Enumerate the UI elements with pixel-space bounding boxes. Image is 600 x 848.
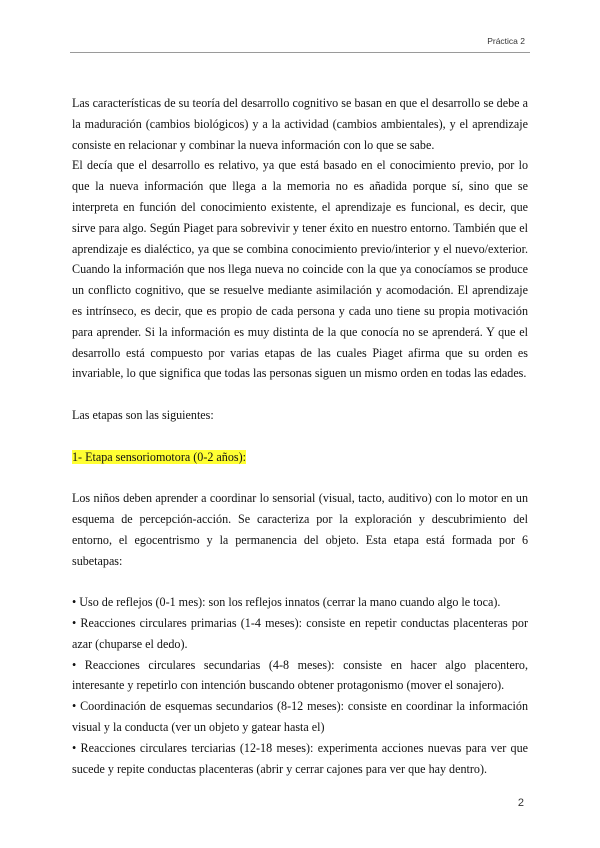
paragraph-development-relative: El decía que el desarrollo es relativo, ya que está basado en el conocimiento previo, por lo que la nueva información que llega a la memoria no es añadida porque sí, sino que se interpreta en función del conocimiento existente, el aprendizaje es funcional, es decir, que sirve para algo. Según Piaget para sobrevivir y tener éxito en nuestro entorno. También que el aprendizaje es dialéctico, ya que se combina conocimiento previo/interior y el nuevo/exterior. Cuando la información que nos llega nueva no coincide con la que ya conocíamos se produce un conflicto cognitivo, que se resuelve mediante asimilación y acomodación. El aprendizaje es intrínseco, es decir, que es propio de cada persona y cada uno tiene su propia motivación para aprender. Si la información es muy distinta de la que conocía no se aprenderá. Y que el desarrollo está compuesto por varias etapas de las cuales Piaget afirma que su orden es invariable, lo que significa que todas las personas siguen un mismo orden en todas las edades.: [72, 158, 528, 381]
page-header-label: Práctica 2: [487, 36, 525, 46]
stages-intro: Las etapas son las siguientes:: [72, 407, 214, 422]
list-item-substage: • Uso de reflejos (0-1 mes): son los reflejos innatos (cerrar la mano cuando algo le toca).: [72, 595, 501, 610]
list-item-substage: • Reacciones circulares secundarias (4-8 meses): consiste en hacer algo placentero, interesante y repetirlo con intención buscando obtener protagonismo (mover el sonajero).: [72, 657, 528, 693]
header-rule: [70, 52, 530, 53]
paragraph-theory-characteristics: Las características de su teoría del desarrollo cognitivo se basan en que el desarrollo se debe a la maduración (cambios biológicos) y a la actividad (cambios ambientales), y el aprendizaje consiste en relacionar y combinar la nueva información con lo que se sabe.: [72, 96, 528, 152]
stage1-description: Los niños deben aprender a coordinar lo sensorial (visual, tacto, auditivo) con lo motor en un esquema de percepción-acción. Se caracteriza por la exploración y descubrimiento del entorno, el egocentrismo y la permanencia del objeto. Esta etapa está formada por 6 subetapas:: [72, 491, 528, 568]
stage1-heading: 1- Etapa sensoriomotora (0-2 años):: [72, 449, 246, 464]
list-item-substage: • Reacciones circulares terciarias (12-18 meses): experimenta acciones nuevas para ver que sucede y repite conductas placenteras (abrir y cerrar cajones para ver que hay dentro).: [72, 740, 528, 776]
page-body: [72, 93, 528, 779]
list-item-substage: • Reacciones circulares primarias (1-4 meses): consiste en repetir conductas placenteras por azar (chuparse el dedo).: [72, 615, 528, 651]
list-item-substage: • Coordinación de esquemas secundarios (8-12 meses): consiste en coordinar la información visual y la conducta (ver un objeto y gatear hasta el): [72, 699, 528, 734]
page-number: 2: [517, 797, 524, 809]
